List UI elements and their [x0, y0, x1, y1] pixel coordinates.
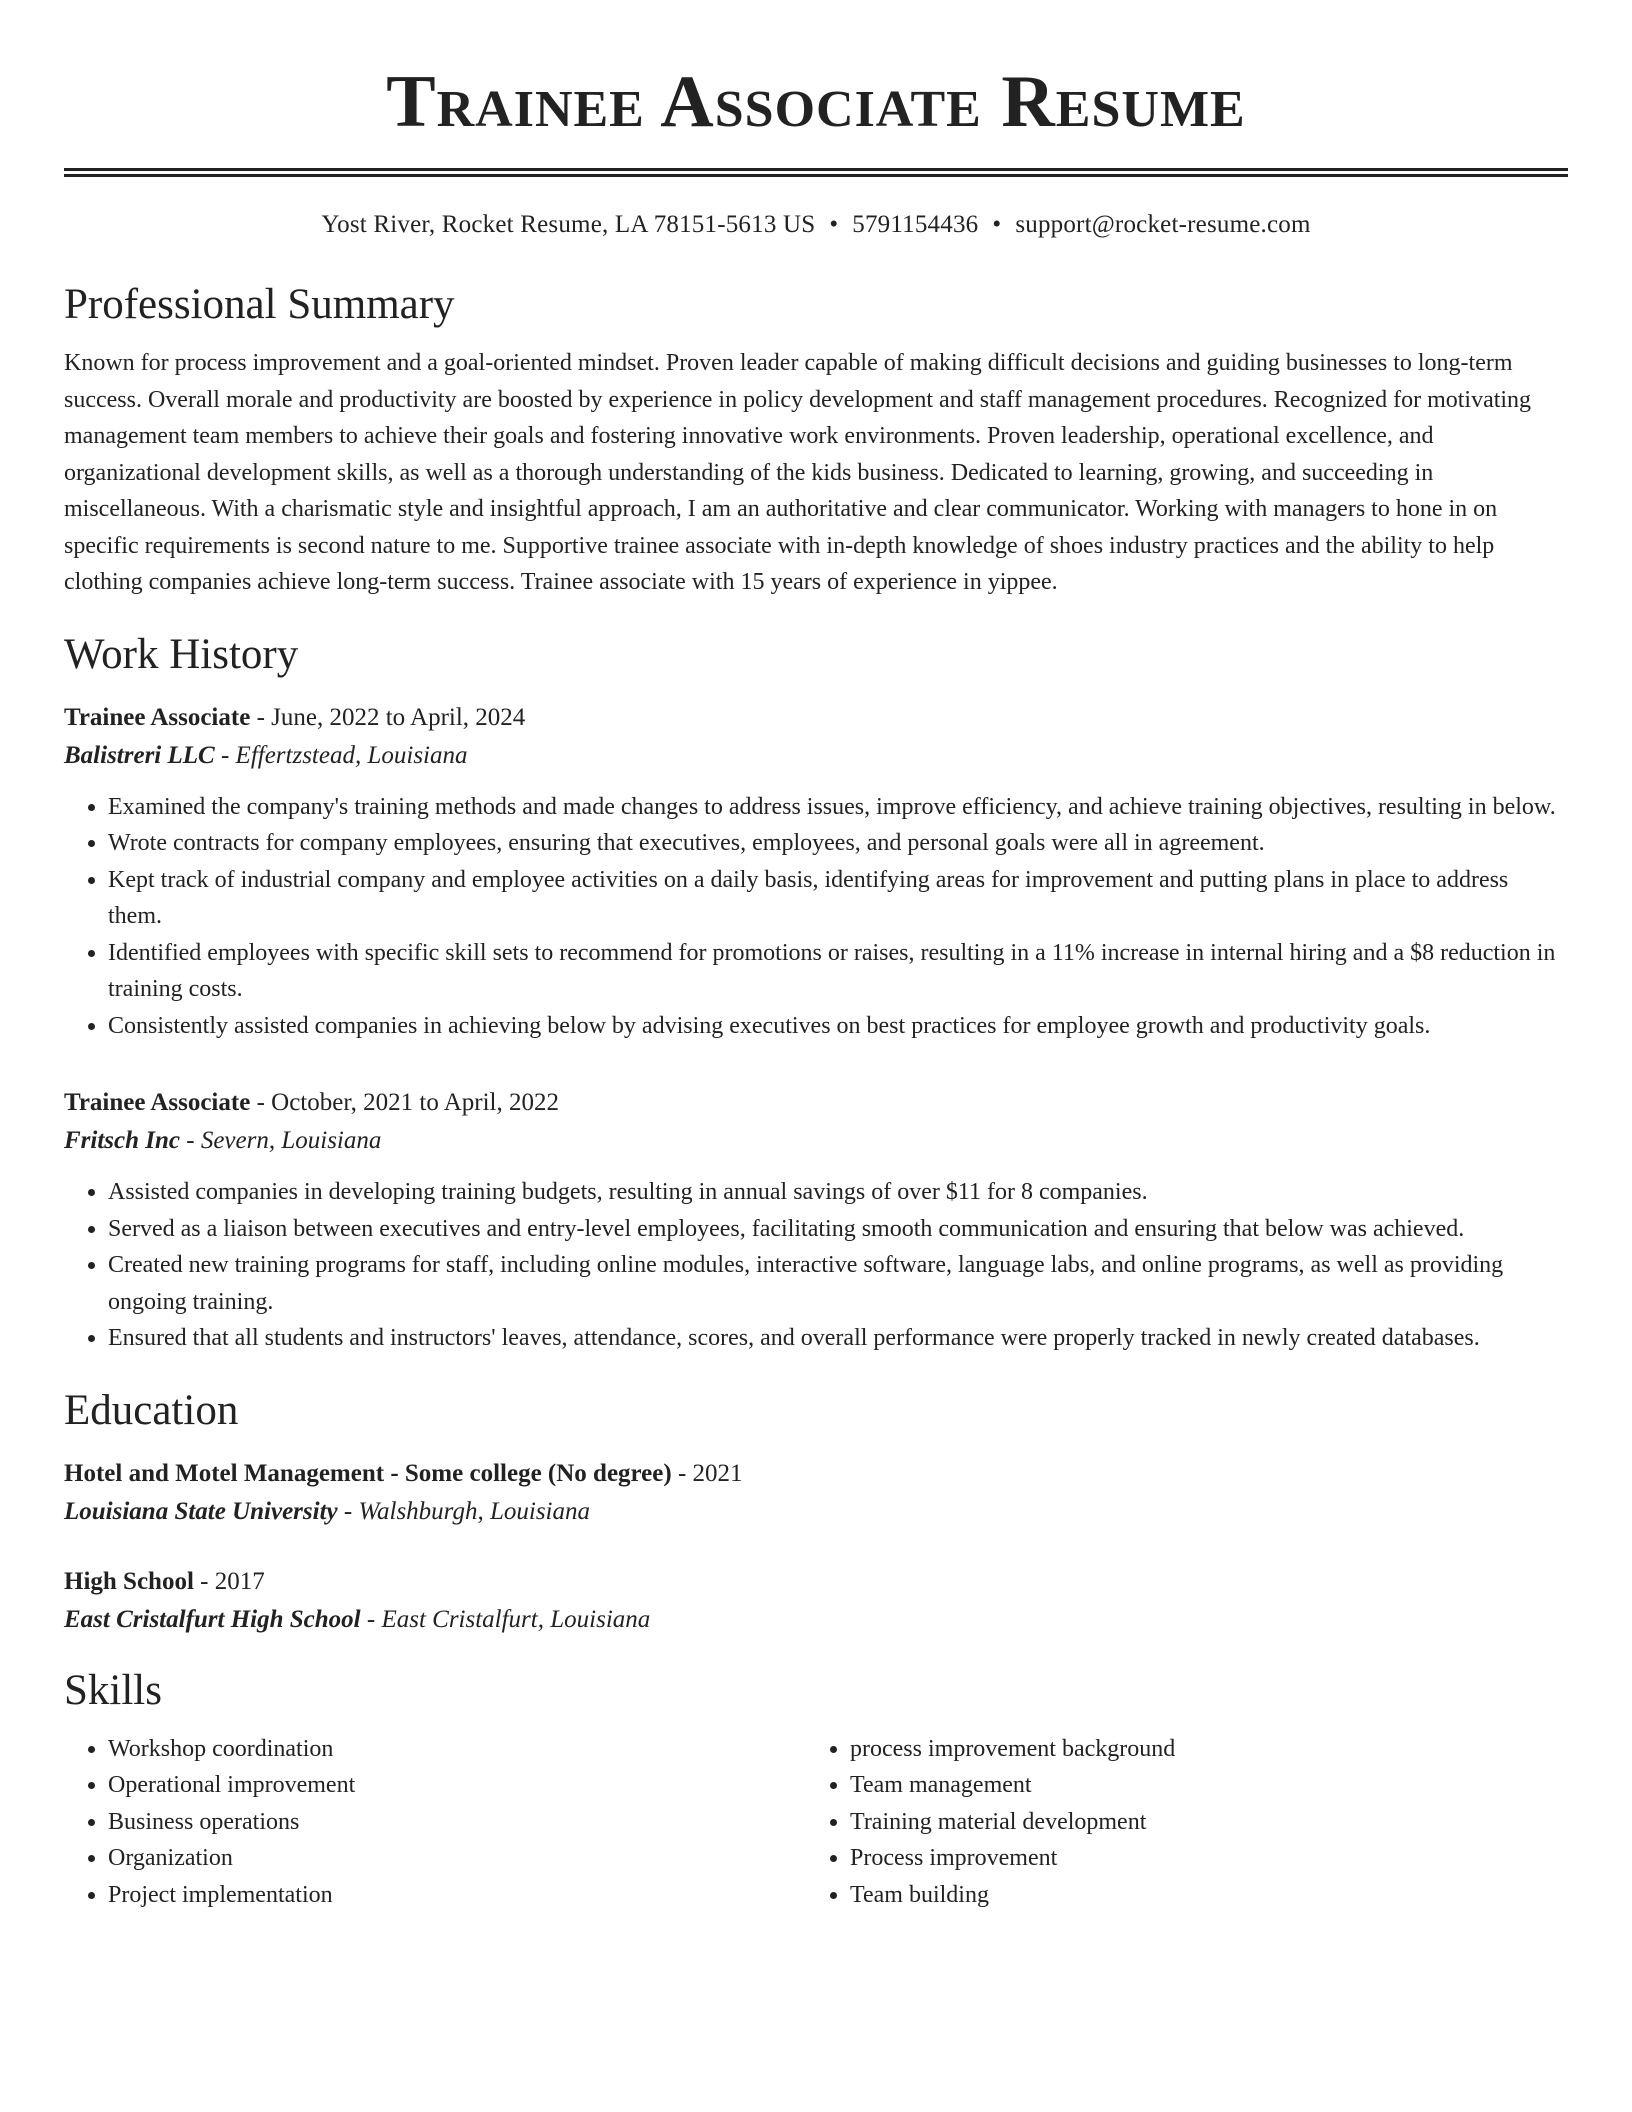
- skills-list-right: [806, 1731, 1568, 1914]
- education-heading: Education: [64, 1386, 239, 1434]
- contact-line: [64, 209, 1568, 241]
- education-school-line: [64, 1493, 1568, 1531]
- resume-title: Trainee Associate Resume: [386, 61, 1246, 143]
- job-bullet: • Kept track of industrial company and employee activities on a daily basis, identifying areas for improvement and putting plans in place to address them.: [108, 862, 1568, 935]
- job-bullet: • Consistently assisted companies in achieving below by advising executives on best practices for employee growth and productivity goals.: [108, 1008, 1568, 1045]
- education-year: - 2017: [193, 1567, 265, 1595]
- skills-list-left: [64, 1731, 806, 1914]
- job-title: Trainee Associate: [64, 703, 251, 731]
- education-school: East Cristalfurt High School: [64, 1605, 361, 1633]
- contact-separator: •: [829, 211, 839, 238]
- title-double-rule: [64, 168, 1568, 177]
- skill-item: • Project implementation: [108, 1877, 806, 1914]
- contact-address: Yost River, Rocket Resume, LA 78151-5613 US: [321, 211, 816, 238]
- skill-item: • Business operations: [108, 1804, 806, 1841]
- education-degree-line: [64, 1455, 1568, 1493]
- skill-item: • Organization: [108, 1840, 806, 1877]
- job-bullet: • Identified employees with specific skill sets to recommend for promotions or raises, resulting in a 11% increase in internal hiring and a $8 reduction in training costs.: [108, 935, 1568, 1008]
- job-location: - Effertzstead, Louisiana: [214, 741, 468, 769]
- job-company-line: [64, 737, 1568, 775]
- job-bullet: • Created new training programs for staff, including online modules, interactive software, language labs, and online programs, as well as providing ongoing training.: [108, 1247, 1568, 1320]
- contact-separator: •: [992, 211, 1002, 238]
- skills-columns: [64, 1731, 1568, 1914]
- job-bullet-list: [64, 1174, 1568, 1357]
- job-entry: [64, 699, 1568, 1045]
- summary-heading: Professional Summary: [64, 281, 455, 328]
- skill-item: • Workshop coordination: [108, 1731, 806, 1768]
- job-title-line: [64, 1084, 1568, 1122]
- education-degree: High School: [64, 1567, 194, 1595]
- summary-text: Known for process improvement and a goal-oriented mindset. Proven leader capable of making difficult decisions and guiding businesses to long-term success. Overall morale and productivity are boosted by experience in policy development and staff management procedures. Recognized for motivating management team members to achieve their goals and fostering innovative work environments. Proven leadership, operational excellence, and organizational development skills, as well as a thorough understanding of the kids business. Dedicated to learning, growing, and succeeding in miscellaneous. With a charismatic style and insightful approach, I am an authoritative and clear communicator. Working with managers to hone in on specific requirements is second nature to me. Supportive trainee associate with in-depth knowledge of shoes industry practices and the ability to help clothing companies achieve long-term success. Trainee associate with 15 years of experience in yippee.: [64, 350, 1532, 595]
- education-year: - 2021: [671, 1459, 743, 1487]
- job-bullet: • Wrote contracts for company employees, ensuring that executives, employees, and personal goals were all in agreement.: [108, 825, 1568, 862]
- education-school: Louisiana State University: [64, 1497, 338, 1525]
- education-school-line: [64, 1601, 1568, 1639]
- job-company: Fritsch Inc: [64, 1127, 181, 1154]
- skill-item: • Team management: [850, 1767, 1568, 1804]
- education-degree: Hotel and Motel Management - Some college (No degree): [64, 1459, 672, 1487]
- education-entry: [64, 1563, 1568, 1639]
- job-bullet: • Assisted companies in developing training budgets, resulting in annual savings of over $11 for 8 companies.: [108, 1174, 1568, 1211]
- education-entry: [64, 1455, 1568, 1531]
- job-bullet: • Examined the company's training methods and made changes to address issues, improve efficiency, and achieve training objectives, resulting in below.: [108, 789, 1568, 826]
- skill-item: • Operational improvement: [108, 1767, 806, 1804]
- job-title-line: [64, 699, 1568, 737]
- education-degree-line: [64, 1563, 1568, 1601]
- contact-phone: 5791154436: [852, 211, 979, 238]
- job-bullet: • Ensured that all students and instructors' leaves, attendance, scores, and overall performance were properly tracked in newly created databases.: [108, 1320, 1568, 1357]
- work-history-heading: Work History: [64, 630, 299, 678]
- job-bullet: • Served as a liaison between executives and entry-level employees, facilitating smooth communication and ensuring that below was achieved.: [108, 1211, 1568, 1248]
- job-dates: - June, 2022 to April, 2024: [250, 703, 526, 731]
- skill-item: • Training material development: [850, 1804, 1568, 1841]
- skill-item: • process improvement background: [850, 1731, 1568, 1768]
- job-company: Balistreri LLC: [64, 741, 215, 769]
- skills-heading: Skills: [64, 1666, 162, 1714]
- education-location: - Walshburgh, Louisiana: [337, 1497, 590, 1525]
- job-company-line: [64, 1122, 1568, 1160]
- job-title: Trainee Associate: [64, 1089, 251, 1116]
- education-location: - East Cristalfurt, Louisiana: [360, 1605, 651, 1633]
- job-bullet-list: [64, 789, 1568, 1045]
- skill-item: • Process improvement: [850, 1840, 1568, 1877]
- job-dates: - October, 2021 to April, 2022: [250, 1089, 559, 1116]
- skill-item: • Team building: [850, 1877, 1568, 1914]
- contact-email: support@rocket-resume.com: [1015, 211, 1311, 238]
- job-location: - Severn, Louisiana: [180, 1127, 382, 1154]
- job-entry: [64, 1084, 1568, 1357]
